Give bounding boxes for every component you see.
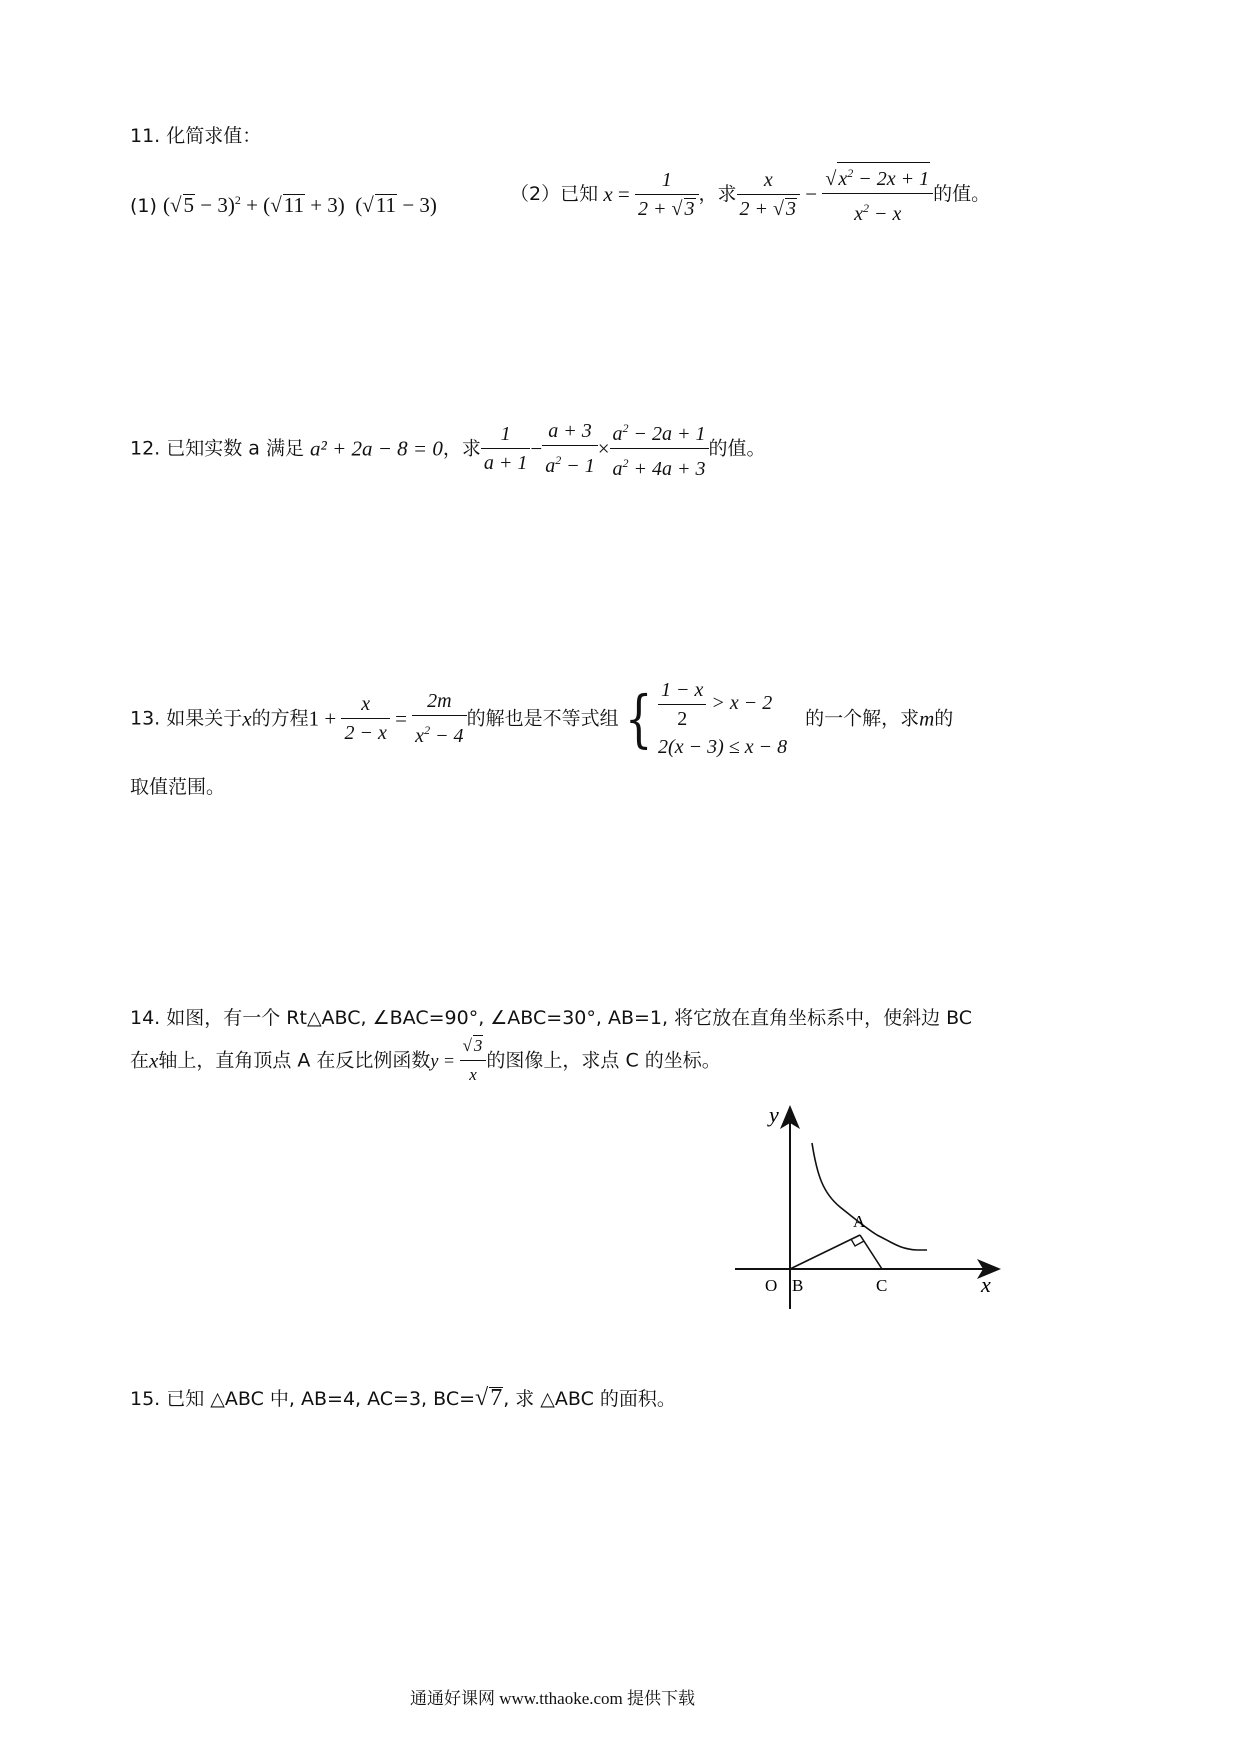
q14-line2: 在x轴上，直角顶点 A 在反比例函数y = $\frac{√ 3}{x}$ 的图像上，求点 C 的坐标。 [130, 1034, 721, 1087]
q13-var: x [242, 706, 252, 731]
q13-tail1: 的一个解，求 [805, 707, 920, 730]
right-angle-mark [851, 1239, 864, 1246]
q11-x-fraction: $\frac{1}{2 + √ 3}$ [635, 168, 698, 221]
q13-brace: { [624, 681, 653, 755]
q12-equation: a² + 2a − 8 = 0 [310, 436, 443, 461]
q13-line2: 取值范围。 [130, 776, 226, 798]
q12-mid: ，求 [442, 437, 481, 460]
q11-part1 [130, 188, 437, 218]
fig-label-a: A [853, 1212, 866, 1231]
q11-part1-expr: $(√5 - 3)^2 + (√11 + 3)$ (√11 − 3) [162, 193, 437, 217]
q11-fraction-a: $\frac{x}{2 + √ 3}$ [737, 168, 800, 221]
q14-function-fraction: $\frac{√ 3}{x}$ [460, 1034, 487, 1087]
q14-figure [735, 1105, 1005, 1315]
q15-text-b: , 求 △ABC 的面积。 [503, 1388, 676, 1410]
hyperbola-curve [812, 1143, 927, 1250]
q15-text-a: 15. 已知 △ABC 中, AB=4, AC=3, BC= [130, 1388, 476, 1410]
fig-label-b: B [792, 1276, 804, 1295]
q13-fraction-1: $\frac{x}{2 - x}$ [341, 692, 389, 745]
q11-part2-label: （2）已知 [510, 183, 599, 205]
q11-part2: （2）已知 x = $\frac{1}{2 + √ 3}$ ，求 $\frac{x}{2 + √ 3}$ − $\frac{√ x^2 - 2x + 1}{x^2 - x}$ 的值。 [510, 162, 990, 226]
q13-tail-var: m [919, 706, 935, 731]
q12: 12. 已知实数 a 满足 a² + 2a − 8 = 0，求 $\frac{1}{a + 1}$ − $\frac{a + 3}{a^2 - 1}$ × $\frac{a^2 - 2a + 1}{a^2 + 4a + 3}$ 的值。 [130, 416, 766, 481]
q14-line2-c: 的图像上，求点 C 的坐标。 [486, 1049, 721, 1072]
q11-part1-label: (1) [130, 195, 157, 217]
q11-title: 11. 化简求值： [130, 125, 262, 147]
q12-fraction-1: $\frac{1}{a + 1}$ [481, 422, 531, 475]
q12-lead: 12. 已知实数 a 满足 [130, 437, 304, 460]
q13-line1: 13. 如果关于x的方程1 + $\frac{x}{2 - x}$ = $\frac{2m}{x^2 - 4}$ 的解也是不等式组{ $\frac{1 - x}{2}$ > x − 2 2(x − 3) ≤ x − 8 的一个解，求m的 [130, 679, 954, 758]
q13-inequality-system: $\frac{1 - x}{2}$ > x − 2 2(x − 3) ≤ x − 8 [658, 679, 788, 758]
q11-fraction-b: $\frac{√ x^2 - 2x + 1}{x^2 - x}$ [822, 162, 933, 226]
q13-lead: 13. 如果关于 [130, 707, 243, 730]
q13-lead2: 的方程 [251, 707, 309, 730]
q13-mid: 的解也是不等式组 [466, 707, 619, 730]
q13-fraction-2: $\frac{2m}{x^2 - 4}$ [412, 689, 466, 748]
q15-sqrt7: √7 [475, 1385, 503, 1411]
q11-part2-mid: ，求 [698, 183, 737, 205]
q14-line2-var: x [149, 1048, 159, 1073]
fig-label-o: O [765, 1276, 778, 1295]
q12-end: 的值。 [708, 437, 766, 460]
fig-label-x: x [981, 1272, 991, 1297]
q14-line2-b: 轴上，直角顶点 A 在反比例函数 [158, 1049, 431, 1072]
fig-label-c: C [876, 1276, 888, 1295]
segment-ba [790, 1235, 860, 1269]
q14-line2-a: 在 [130, 1049, 150, 1072]
fig-label-y: y [769, 1105, 779, 1127]
q15 [130, 1386, 676, 1411]
q11-part2-end: 的值。 [933, 183, 991, 205]
segment-ac [860, 1235, 882, 1269]
q12-fraction-3: $\frac{a^2 - 2a + 1}{a^2 + 4a + 3}$ [610, 416, 709, 481]
q13-tail2: 的 [934, 707, 954, 730]
q12-fraction-2: $\frac{a + 3}{a^2 - 1}$ [542, 419, 598, 478]
q14-line1: 14. 如图，有一个 Rt△ABC, ∠BAC=90°, ∠ABC=30°, AB=1, 将它放在直角坐标系中，使斜边 BC [130, 1007, 973, 1029]
page-footer: 通通好课网 www.tthaoke.com 提供下载 [410, 1689, 696, 1708]
